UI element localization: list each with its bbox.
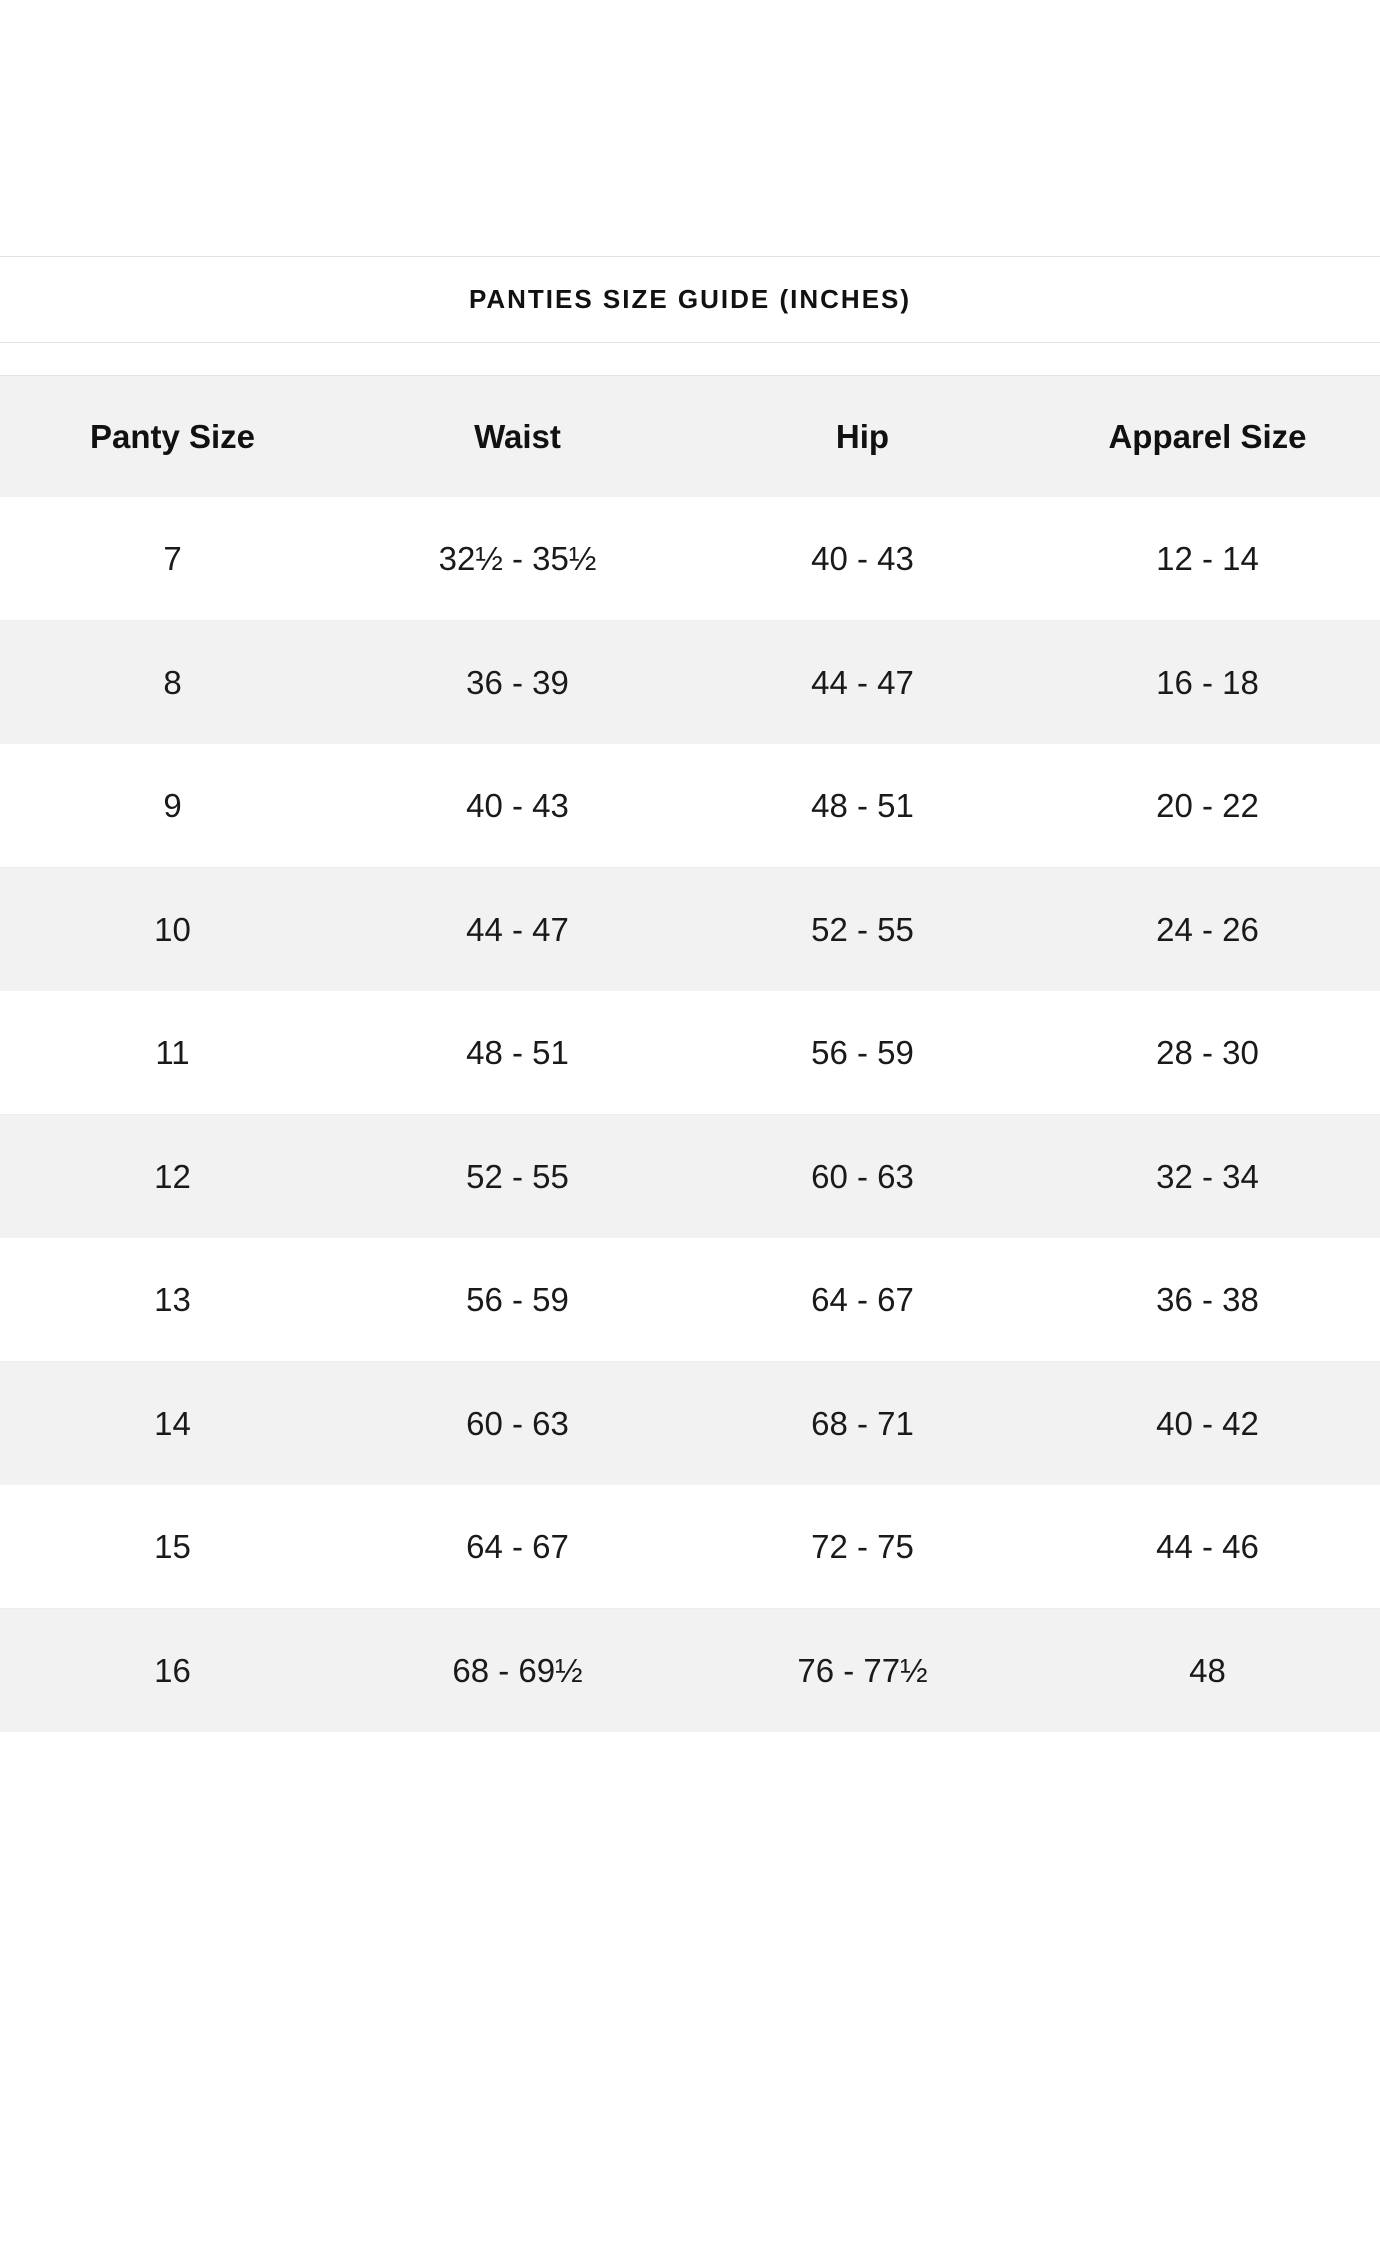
cell-hip: 76 - 77½ (797, 1651, 928, 1689)
cell-apparel-size: 44 - 46 (1156, 1527, 1259, 1565)
cell-panty-size: 7 (163, 539, 182, 577)
table-row-size-8 (0, 621, 1380, 745)
cell-hip: 68 - 71 (811, 1404, 914, 1442)
column-header-apparel-size: Apparel Size (1108, 417, 1307, 455)
cell-panty-size: 16 (154, 1651, 191, 1689)
cell-hip: 72 - 75 (811, 1527, 914, 1565)
column-header-panty-size: Panty Size (89, 417, 256, 455)
table-row-size-12 (0, 1115, 1380, 1239)
cell-panty-size: 8 (163, 663, 182, 701)
cell-panty-size: 11 (155, 1033, 190, 1071)
table-row-size-7 (0, 497, 1380, 621)
header-row (0, 376, 1380, 498)
cell-hip: 48 - 51 (811, 786, 914, 824)
table-row-size-14 (0, 1362, 1380, 1486)
table-body (0, 497, 1380, 1732)
cell-waist: 68 - 69½ (452, 1651, 583, 1689)
cell-waist: 40 - 43 (466, 786, 569, 824)
cell-apparel-size: 16 - 18 (1156, 663, 1259, 701)
column-header-hip: Hip (835, 417, 890, 455)
cell-apparel-size: 20 - 22 (1156, 786, 1259, 824)
cell-panty-size: 13 (154, 1280, 191, 1318)
cell-panty-size: 14 (154, 1404, 191, 1442)
cell-hip: 60 - 63 (811, 1157, 914, 1195)
cell-apparel-size: 28 - 30 (1156, 1033, 1259, 1071)
cell-waist: 52 - 55 (466, 1157, 569, 1195)
table-header (0, 376, 1380, 498)
cell-waist: 44 - 47 (466, 910, 569, 948)
cell-waist: 60 - 63 (466, 1404, 569, 1442)
cell-hip: 52 - 55 (811, 910, 914, 948)
table-row-size-13 (0, 1238, 1380, 1362)
cell-apparel-size: 32 - 34 (1156, 1157, 1259, 1195)
cell-apparel-size: 40 - 42 (1156, 1404, 1259, 1442)
cell-waist: 36 - 39 (466, 663, 569, 701)
size-guide-title: PANTIES SIZE GUIDE (INCHES) (468, 284, 912, 314)
table-row-size-11 (0, 991, 1380, 1115)
cell-waist: 32½ - 35½ (438, 539, 597, 577)
cell-panty-size: 9 (163, 786, 182, 824)
cell-hip: 40 - 43 (811, 539, 914, 577)
cell-panty-size: 10 (154, 910, 191, 948)
cell-waist: 64 - 67 (466, 1527, 569, 1565)
section-spacer (0, 343, 1380, 375)
table-row-size-15 (0, 1485, 1380, 1609)
cell-apparel-size: 48 (1189, 1651, 1226, 1689)
cell-panty-size: 12 (154, 1157, 191, 1195)
table-row-size-16 (0, 1609, 1380, 1733)
panties-size-guide-table (0, 375, 1380, 1732)
cell-apparel-size: 36 - 38 (1156, 1280, 1259, 1318)
table-row-size-9 (0, 744, 1380, 868)
cell-apparel-size: 24 - 26 (1156, 910, 1259, 948)
table-row-size-10 (0, 868, 1380, 992)
cell-waist: 48 - 51 (466, 1033, 569, 1071)
column-header-waist: Waist (474, 417, 561, 455)
cell-hip: 64 - 67 (811, 1280, 914, 1318)
size-guide-section-header (0, 256, 1380, 343)
cell-hip: 56 - 59 (811, 1033, 914, 1071)
cell-hip: 44 - 47 (811, 663, 914, 701)
cell-panty-size: 15 (154, 1527, 191, 1565)
cell-waist: 56 - 59 (466, 1280, 569, 1318)
cell-apparel-size: 12 - 14 (1156, 539, 1259, 577)
